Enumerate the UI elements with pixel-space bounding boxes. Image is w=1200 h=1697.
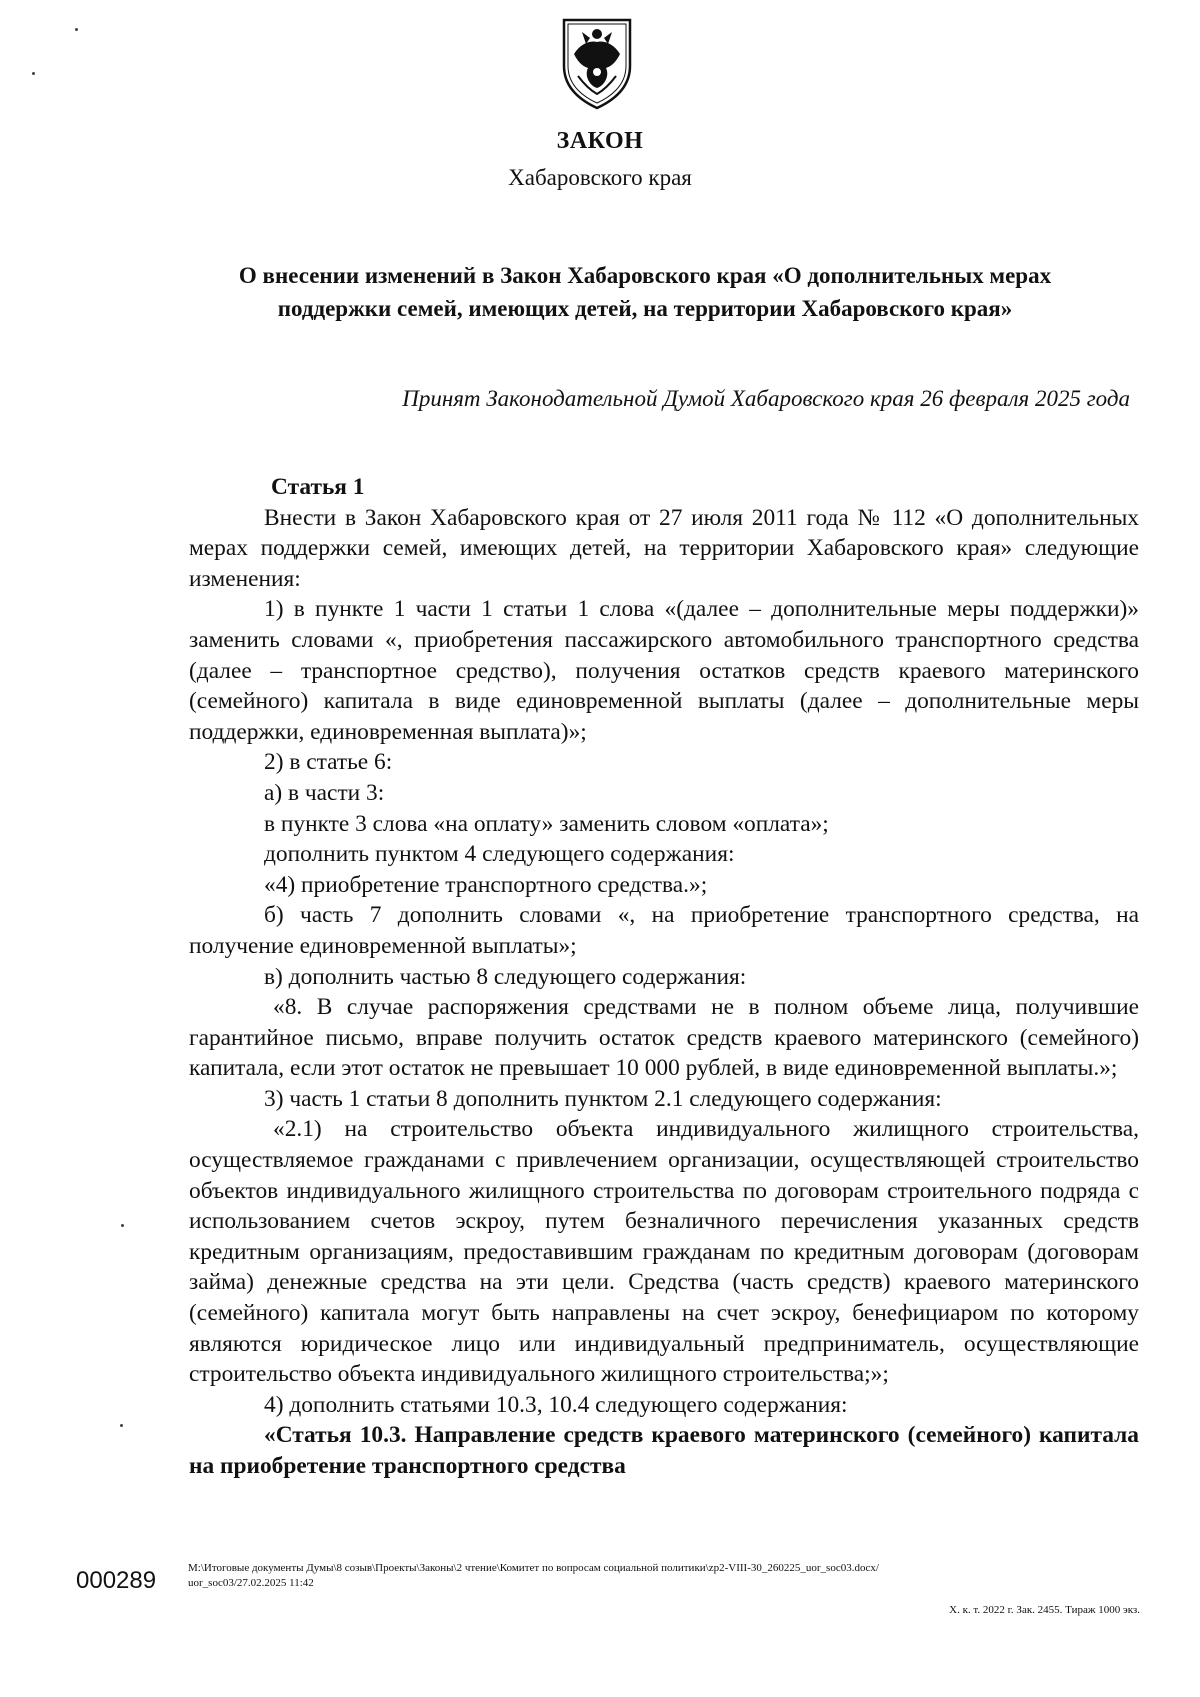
paragraph: в пункте 3 слова «на оплату» заменить словом «оплата»; xyxy=(264,810,829,837)
paragraph: Внести в Закон Хабаровского края от 27 июля 2011 года № 112 «О дополнительных мерах поддержки семей, имеющих детей, на территории Хабаровского края» следующие изменения: xyxy=(189,504,1139,592)
paragraph: в) дополнить частью 8 следующего содержания: xyxy=(264,963,747,990)
adoption-note: Принят Законодательной Думой Хабаровского края 26 февраля 2025 года xyxy=(402,386,1130,411)
paragraph: а) в части 3: xyxy=(264,779,385,806)
document-title-line: поддержки семей, имеющих детей, на территории Хабаровского края» xyxy=(277,296,1013,321)
paragraph: «4) приобретение транспортного средства.»; xyxy=(264,871,708,898)
article-subheading: «Статья 10.3. Направление средств краевого материнского (семейного) капитала на приобретение транспортного средства xyxy=(189,1422,1139,1479)
paragraph: 4) дополнить статьями 10.3, 10.4 следующего содержания: xyxy=(264,1391,848,1418)
paragraph: «2.1) на строительство объекта индивидуального жилищного строительства, осуществляемое гражданами с привлечением организации, осуществляющей строительство объектов индивидуального жилищного строительства по договорам строительного подряда с использованием счетов эскроу, путем безналичного перечисления указанных средств кредитным организациям, предоставившим гражданам по кредитным договорам (договорам займа) денежные средства на эти цели. Средства (часть средств) краевого материнского (семейного) капитала могут быть направлены на счет эскроу, бенефициаром по которому являются юридическое лицо или индивидуальный предприниматель, осуществляющие строительство объекта индивидуального жилищного строительства;»; xyxy=(189,1116,1139,1388)
print-info: Х. к. т. 2022 г. Зак. 2455. Тираж 1000 экз. xyxy=(949,1604,1140,1616)
law-title: ЗАКОН xyxy=(556,128,644,154)
paragraph: 2) в статье 6: xyxy=(264,749,393,776)
document-title-line: О внесении изменений в Закон Хабаровского края «О дополнительных мерах xyxy=(238,263,1052,288)
file-path-line: uor_soc03/27.02.2025 11:42 xyxy=(188,1577,314,1589)
paragraph: 3) часть 1 статьи 8 дополнить пунктом 2.1 следующего содержания: xyxy=(264,1085,942,1112)
law-region: Хабаровского края xyxy=(508,165,692,190)
article-heading: Статья 1 xyxy=(271,474,365,500)
paragraph: дополнить пунктом 4 следующего содержания: xyxy=(264,841,735,868)
paragraph: б) часть 7 дополнить словами «, на приобретение транспортного средства, на получение единовременной выплаты»; xyxy=(189,902,1139,959)
scan-speck xyxy=(120,1424,123,1427)
paragraph: 1) в пункте 1 части 1 статьи 1 слова «(далее – дополнительные меры поддержки)» заменить словами «, приобретения пассажирского автомобильного транспортного средства (далее – транспортное средство), получения остатков средств краевого материнского (семейного) капитала в виде единовременной выплаты (далее – дополнительные меры поддержки, единовременная выплата)»; xyxy=(189,596,1139,745)
file-path-line: M:\Итоговые документы Думы\8 созыв\Проекты\Законы\2 чтение\Комитет по вопросам социальной политики\zp2-VIII-30_260225_uor_soc03.docx/ xyxy=(188,1562,879,1574)
paragraph: «8. В случае распоряжения средствами не в полном объеме лица, получившие гарантийное письмо, вправе получить остаток средств краевого материнского (семейного) капитала, если этот остаток не превышает 10 000 рублей, в виде единовременной выплаты.»; xyxy=(189,994,1139,1082)
coat-of-arms-icon xyxy=(560,14,634,110)
scan-speck xyxy=(121,1224,124,1227)
document-body xyxy=(189,472,1139,1482)
document-title xyxy=(180,259,1110,325)
file-path xyxy=(188,1561,1143,1591)
scan-speck xyxy=(32,72,35,75)
document-number: 000289 xyxy=(76,1567,157,1594)
scan-speck xyxy=(75,28,78,31)
